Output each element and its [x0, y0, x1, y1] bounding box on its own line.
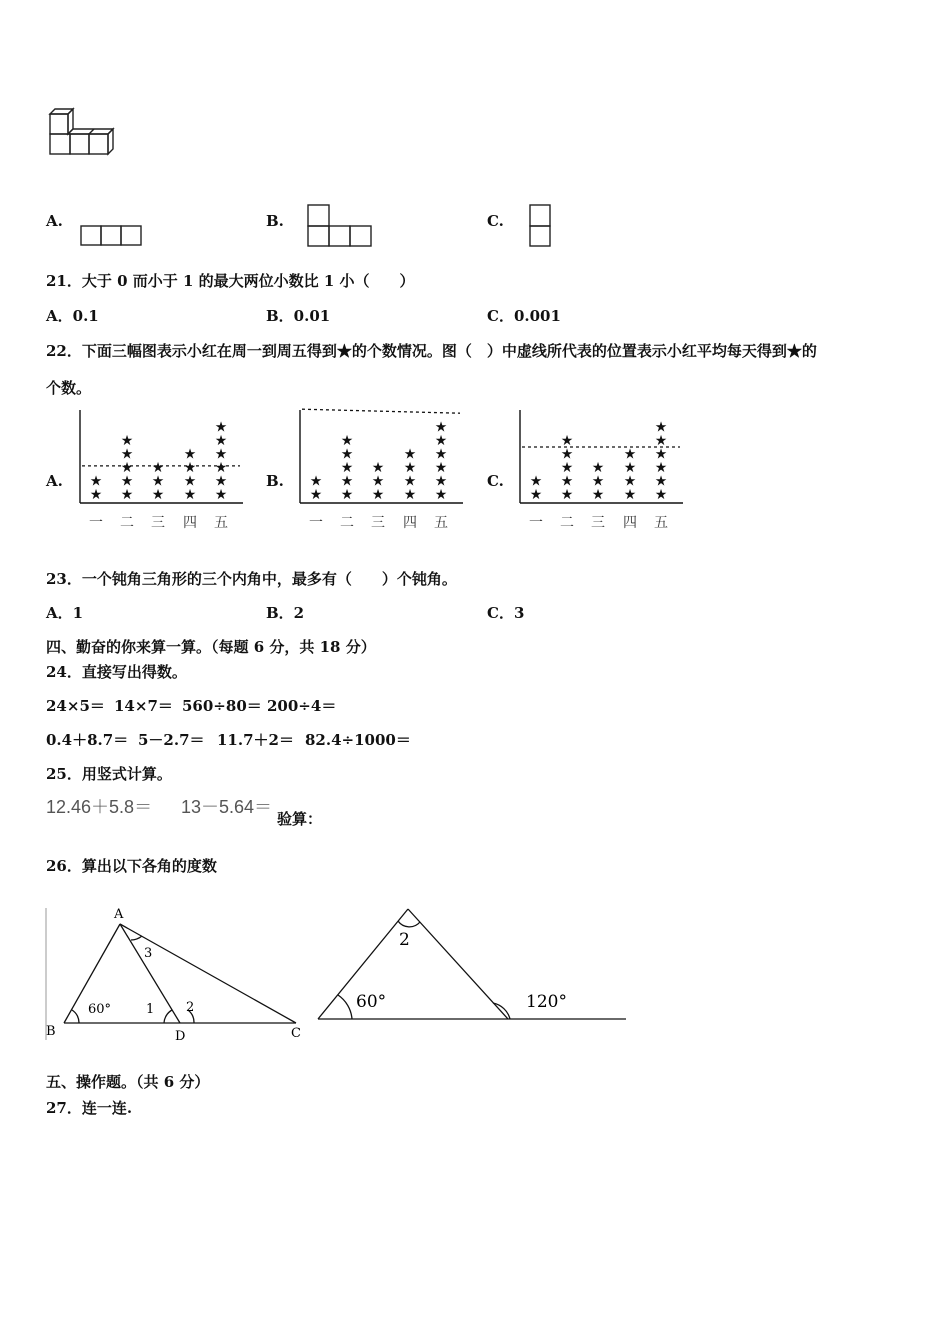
star-mark: ★ [623, 487, 637, 503]
q20-option-b-label[interactable]: B. [266, 212, 284, 230]
q24-stem: 24．直接写出得数。 [46, 663, 187, 681]
q20-option-c-label[interactable]: C. [487, 212, 504, 230]
day-label: 四 [623, 515, 637, 531]
star-mark: ★ [591, 473, 605, 490]
star-mark: ★ [434, 419, 448, 436]
q24-item[interactable]: 11.7＋2＝ [217, 731, 294, 749]
star-mark: ★ [309, 487, 323, 503]
angle-1-label: 1 [146, 1002, 155, 1017]
q25-check-label: 验算： [277, 810, 323, 828]
q20-option-b-figure[interactable] [307, 204, 373, 248]
star-mark: ★ [214, 419, 228, 436]
star-mark: ★ [120, 473, 134, 490]
star-mark: ★ [560, 473, 574, 490]
q26-stem: 26．算出以下各角的度数 [46, 857, 217, 875]
star-mark: ★ [403, 446, 417, 463]
star-mark: ★ [340, 433, 354, 449]
star-mark: ★ [214, 460, 228, 476]
q21-option-c[interactable]: C．0.001 [487, 307, 561, 325]
day-label: 三 [151, 515, 165, 531]
day-label: 二 [120, 515, 134, 531]
angle-60-value: 60° [356, 992, 387, 1012]
day-label: 四 [403, 515, 417, 531]
vertex-d-label: D [175, 1029, 186, 1044]
q26-figure-2[interactable] [312, 893, 632, 1033]
star-mark: ★ [654, 460, 668, 476]
star-mark: ★ [183, 460, 197, 476]
star-mark: ★ [623, 446, 637, 463]
star-mark: ★ [151, 487, 165, 503]
q22-option-c-label[interactable]: C. [487, 472, 504, 490]
q21-option-b[interactable]: B．0.01 [266, 307, 331, 325]
q22-stem-line1: 22．下面三幅图表示小红在周一到周五得到★的个数情况。图（ ）中虚线所代表的位置表示小红平均每天得到★的 [46, 342, 817, 360]
star-mark: ★ [214, 473, 228, 490]
star-mark: ★ [340, 446, 354, 463]
day-label: 一 [529, 515, 543, 531]
day-label: 五 [434, 515, 448, 531]
star-mark: ★ [183, 446, 197, 463]
star-mark: ★ [120, 487, 134, 503]
star-mark: ★ [654, 487, 668, 503]
angle-2-label: 2 [399, 930, 410, 950]
day-label: 五 [214, 515, 228, 531]
star-mark: ★ [214, 433, 228, 449]
star-mark: ★ [183, 487, 197, 503]
star-mark: ★ [183, 473, 197, 490]
day-label: 二 [560, 515, 574, 531]
star-mark: ★ [434, 446, 448, 463]
star-mark: ★ [529, 487, 543, 503]
q26-figure-1[interactable] [44, 900, 308, 1045]
day-label: 三 [591, 515, 605, 531]
day-label: 二 [340, 515, 354, 531]
q21-option-a[interactable]: A．0.1 [46, 307, 99, 325]
angle-120-value: 120° [526, 992, 567, 1012]
angle-2-label: 2 [186, 1000, 195, 1015]
section4-title: 四、勤奋的你来算一算。（每题 6 分，共 18 分） [46, 638, 376, 656]
star-mark: ★ [371, 487, 385, 503]
star-mark: ★ [89, 473, 103, 490]
star-mark: ★ [623, 473, 637, 490]
star-mark: ★ [434, 433, 448, 449]
star-mark: ★ [151, 473, 165, 490]
day-label: 一 [89, 515, 103, 531]
q23-stem: 23．一个钝角三角形的三个内角中，最多有（ ）个钝角。 [46, 570, 457, 588]
star-mark: ★ [309, 473, 323, 490]
star-mark: ★ [623, 460, 637, 476]
q22-star-chart-a[interactable] [78, 408, 248, 533]
star-mark: ★ [403, 487, 417, 503]
star-mark: ★ [371, 460, 385, 476]
q22-option-a-label[interactable]: A. [46, 472, 63, 490]
q22-option-b-label[interactable]: B. [266, 472, 284, 490]
star-mark: ★ [654, 433, 668, 449]
star-mark: ★ [403, 460, 417, 476]
star-mark: ★ [434, 460, 448, 476]
angle-b-value: 60° [88, 1002, 112, 1017]
star-mark: ★ [151, 460, 165, 476]
cube-solid-figure [46, 106, 126, 158]
average-dashed-line [302, 409, 460, 413]
q25-expression-1[interactable]: 12.46＋5.8＝ [46, 797, 153, 817]
vertex-b-label: B [46, 1024, 56, 1039]
q21-stem: 21．大于 0 而小于 1 的最大两位小数比 1 小（ ） [46, 272, 415, 290]
star-mark: ★ [560, 433, 574, 449]
q24-item[interactable]: 24×5＝ [46, 697, 105, 715]
star-mark: ★ [434, 487, 448, 503]
star-mark: ★ [560, 460, 574, 476]
star-mark: ★ [214, 446, 228, 463]
star-mark: ★ [591, 460, 605, 476]
vertex-c-label: C [291, 1026, 301, 1041]
star-mark: ★ [371, 473, 385, 490]
star-mark: ★ [654, 473, 668, 490]
vertex-a-label: A [114, 907, 124, 922]
q24-item[interactable]: 5－2.7＝ [138, 731, 205, 749]
q24-item[interactable]: 82.4÷1000＝ [305, 731, 411, 749]
q27-stem: 27．连一连. [46, 1099, 133, 1117]
q25-stem: 25．用竖式计算。 [46, 765, 172, 783]
q24-item[interactable]: 0.4＋8.7＝ [46, 731, 129, 749]
star-mark: ★ [654, 446, 668, 463]
star-mark: ★ [560, 446, 574, 463]
star-mark: ★ [214, 487, 228, 503]
star-mark: ★ [340, 473, 354, 490]
day-label: 四 [183, 515, 197, 531]
q22-star-chart-b[interactable] [298, 408, 468, 533]
star-mark: ★ [434, 473, 448, 490]
day-label: 五 [654, 515, 668, 531]
q22-stem-line2: 个数。 [46, 379, 92, 397]
star-mark: ★ [403, 473, 417, 490]
q20-option-a-label[interactable]: A. [46, 212, 63, 230]
q23-option-c[interactable]: C．3 [487, 604, 525, 622]
section5-title: 五、操作题。（共 6 分） [46, 1073, 210, 1091]
q20-option-a-figure[interactable] [80, 225, 142, 247]
star-mark: ★ [120, 433, 134, 449]
q23-option-a[interactable]: A．1 [46, 604, 84, 622]
q24-item[interactable]: 560÷80＝ [182, 697, 262, 715]
star-mark: ★ [591, 487, 605, 503]
star-mark: ★ [529, 473, 543, 490]
star-mark: ★ [340, 487, 354, 503]
star-mark: ★ [120, 460, 134, 476]
star-mark: ★ [340, 460, 354, 476]
star-mark: ★ [89, 487, 103, 503]
q22-star-chart-c[interactable] [518, 408, 688, 533]
day-label: 三 [371, 515, 385, 531]
angle-3-label: 3 [144, 946, 153, 961]
q25-expression-2[interactable]: 13－5.64＝ [181, 797, 273, 817]
day-label: 一 [309, 515, 323, 531]
q24-item[interactable]: 200÷4＝ [267, 697, 337, 715]
q23-option-b[interactable]: B．2 [266, 604, 305, 622]
star-mark: ★ [120, 446, 134, 463]
q20-option-c-figure[interactable] [529, 204, 553, 248]
star-mark: ★ [654, 419, 668, 436]
star-mark: ★ [560, 487, 574, 503]
q24-item[interactable]: 14×7＝ [114, 697, 173, 715]
